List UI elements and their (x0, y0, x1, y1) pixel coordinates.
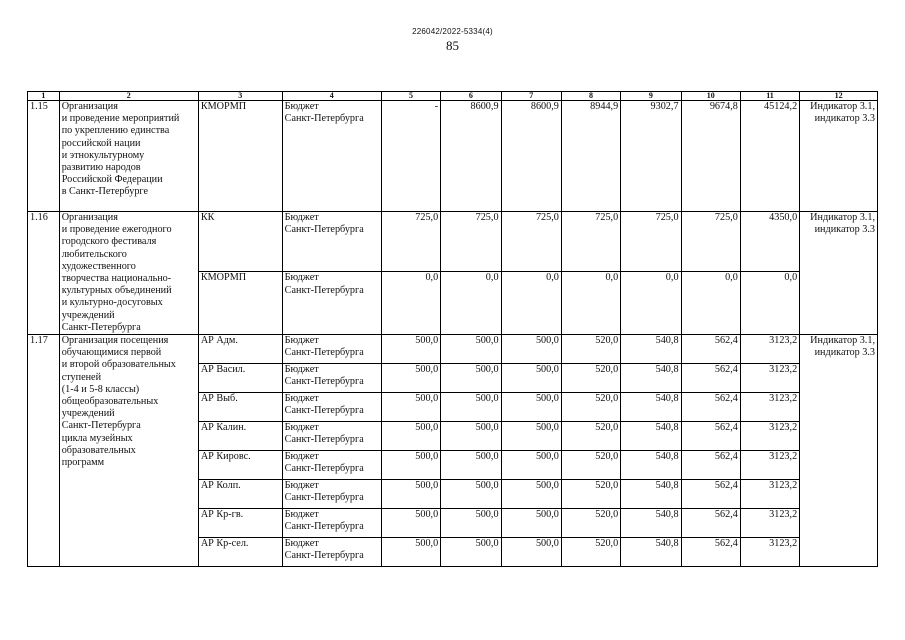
funding-source-cell: Бюджет Санкт-Петербурга (282, 422, 381, 451)
value-cell: 500,0 (501, 538, 561, 567)
value-cell: 9302,7 (621, 101, 681, 212)
executor-cell: АР Кр-гв. (198, 509, 282, 538)
activity-title: Организация и проведение ежегодного городского фестиваля любительского художественного творчества национально- культурных объединений и культурно-досуговых учреждений Санкт-Петербурга (59, 212, 198, 335)
value-cell: 562,4 (681, 538, 740, 567)
column-number: 11 (740, 92, 799, 101)
column-number: 4 (282, 92, 381, 101)
column-number: 7 (501, 92, 561, 101)
value-cell: 0,0 (501, 272, 561, 335)
value-cell: 0,0 (561, 272, 620, 335)
value-cell: 562,4 (681, 509, 740, 538)
executor-cell: АР Васил. (198, 364, 282, 393)
value-cell: 500,0 (501, 335, 561, 364)
column-number: 3 (198, 92, 282, 101)
executor-cell: АР Калин. (198, 422, 282, 451)
item-number: 1.17 (28, 335, 60, 567)
value-cell: 500,0 (441, 509, 501, 538)
value-cell: 562,4 (681, 451, 740, 480)
executor-cell: АР Кировс. (198, 451, 282, 480)
value-cell: 520,0 (561, 451, 620, 480)
funding-source-cell: Бюджет Санкт-Петербурга (282, 101, 381, 212)
value-cell: 500,0 (501, 509, 561, 538)
item-number: 1.15 (28, 101, 60, 212)
value-cell: 725,0 (441, 212, 501, 272)
indicator-cell: Индикатор 3.1, индикатор 3.3 (800, 335, 878, 567)
value-cell: 540,8 (621, 509, 681, 538)
indicator-cell: Индикатор 3.1, индикатор 3.3 (800, 212, 878, 335)
page-number: 85 (446, 38, 459, 53)
executor-cell: АР Кр-сел. (198, 538, 282, 567)
value-cell: 562,4 (681, 364, 740, 393)
value-cell: 562,4 (681, 335, 740, 364)
value-cell: 500,0 (501, 364, 561, 393)
value-cell: 500,0 (441, 480, 501, 509)
funding-source-cell: Бюджет Санкт-Петербурга (282, 335, 381, 364)
funding-source-cell: Бюджет Санкт-Петербурга (282, 393, 381, 422)
total-cell: 3123,2 (740, 538, 799, 567)
item-number: 1.16 (28, 212, 60, 335)
funding-source-cell: Бюджет Санкт-Петербурга (282, 212, 381, 272)
value-cell: 540,8 (621, 538, 681, 567)
value-cell: 725,0 (501, 212, 561, 272)
column-number: 9 (621, 92, 681, 101)
funding-source-cell: Бюджет Санкт-Петербурга (282, 538, 381, 567)
value-cell: 520,0 (561, 393, 620, 422)
executor-cell: КМОРМП (198, 272, 282, 335)
value-cell: 8600,9 (441, 101, 501, 212)
document-registration-number: 226042/2022-5334(4) (412, 27, 493, 36)
executor-cell: АР Выб. (198, 393, 282, 422)
column-number: 6 (441, 92, 501, 101)
value-cell: 520,0 (561, 335, 620, 364)
value-cell: 562,4 (681, 422, 740, 451)
table-row (28, 212, 878, 272)
value-cell: 725,0 (561, 212, 620, 272)
column-number: 12 (800, 92, 878, 101)
column-number: 2 (59, 92, 198, 101)
executor-cell: АР Колп. (198, 480, 282, 509)
value-cell: 500,0 (501, 451, 561, 480)
value-cell: 520,0 (561, 480, 620, 509)
value-cell: 725,0 (681, 212, 740, 272)
funding-source-cell: Бюджет Санкт-Петербурга (282, 364, 381, 393)
value-cell: 540,8 (621, 393, 681, 422)
value-cell: 540,8 (621, 335, 681, 364)
funding-source-cell: Бюджет Санкт-Петербурга (282, 451, 381, 480)
program-activities-table (27, 91, 878, 567)
executor-cell: КК (198, 212, 282, 272)
column-number: 5 (381, 92, 440, 101)
value-cell: 500,0 (501, 422, 561, 451)
value-cell: 540,8 (621, 451, 681, 480)
total-cell: 3123,2 (740, 422, 799, 451)
value-cell: 9674,8 (681, 101, 740, 212)
value-cell: 500,0 (381, 480, 440, 509)
total-cell: 3123,2 (740, 393, 799, 422)
value-cell: 500,0 (381, 538, 440, 567)
column-number: 1 (28, 92, 60, 101)
funding-source-cell: Бюджет Санкт-Петербурга (282, 480, 381, 509)
funding-source-cell: Бюджет Санкт-Петербурга (282, 272, 381, 335)
value-cell: 540,8 (621, 422, 681, 451)
indicator-cell: Индикатор 3.1, индикатор 3.3 (800, 101, 878, 212)
activity-title: Организация и проведение мероприятий по укреплению единства российской нации и этнокультурному развитию народов Российской Федерации в Санкт-Петербурге (59, 101, 198, 212)
executor-cell: КМОРМП (198, 101, 282, 212)
value-cell: 500,0 (441, 538, 501, 567)
value-cell: 725,0 (621, 212, 681, 272)
executor-cell: АР Адм. (198, 335, 282, 364)
value-cell: 500,0 (501, 480, 561, 509)
value-cell: 500,0 (441, 364, 501, 393)
value-cell: 562,4 (681, 393, 740, 422)
value-cell: 500,0 (441, 335, 501, 364)
value-cell: 0,0 (441, 272, 501, 335)
value-cell: 500,0 (441, 451, 501, 480)
value-cell: 500,0 (501, 393, 561, 422)
value-cell: 520,0 (561, 509, 620, 538)
table-row (28, 335, 878, 364)
total-cell: 0,0 (740, 272, 799, 335)
value-cell: 540,8 (621, 364, 681, 393)
value-cell: 500,0 (381, 422, 440, 451)
total-cell: 3123,2 (740, 509, 799, 538)
value-cell: 500,0 (381, 509, 440, 538)
value-cell: 520,0 (561, 538, 620, 567)
total-cell: 4350,0 (740, 212, 799, 272)
table-row (28, 101, 878, 212)
value-cell: 8944,9 (561, 101, 620, 212)
value-cell: 562,4 (681, 480, 740, 509)
value-cell: 520,0 (561, 364, 620, 393)
value-cell: - (381, 101, 440, 212)
column-number-row (28, 92, 878, 101)
value-cell: 0,0 (381, 272, 440, 335)
value-cell: 8600,9 (501, 101, 561, 212)
total-cell: 3123,2 (740, 364, 799, 393)
value-cell: 0,0 (621, 272, 681, 335)
value-cell: 725,0 (381, 212, 440, 272)
value-cell: 500,0 (381, 393, 440, 422)
value-cell: 500,0 (381, 364, 440, 393)
value-cell: 0,0 (681, 272, 740, 335)
funding-source-cell: Бюджет Санкт-Петербурга (282, 509, 381, 538)
activity-title: Организация посещения обучающимися первой и второй образовательных ступеней (1-4 и 5-8 классы) общеобразовательных учреждений Санкт-Петербурга цикла музейных образовательных программ (59, 335, 198, 567)
total-cell: 3123,2 (740, 451, 799, 480)
column-number: 8 (561, 92, 620, 101)
total-cell: 3123,2 (740, 335, 799, 364)
value-cell: 500,0 (381, 335, 440, 364)
value-cell: 540,8 (621, 480, 681, 509)
value-cell: 500,0 (441, 422, 501, 451)
total-cell: 3123,2 (740, 480, 799, 509)
value-cell: 520,0 (561, 422, 620, 451)
value-cell: 500,0 (381, 451, 440, 480)
value-cell: 500,0 (441, 393, 501, 422)
column-number: 10 (681, 92, 740, 101)
total-cell: 45124,2 (740, 101, 799, 212)
